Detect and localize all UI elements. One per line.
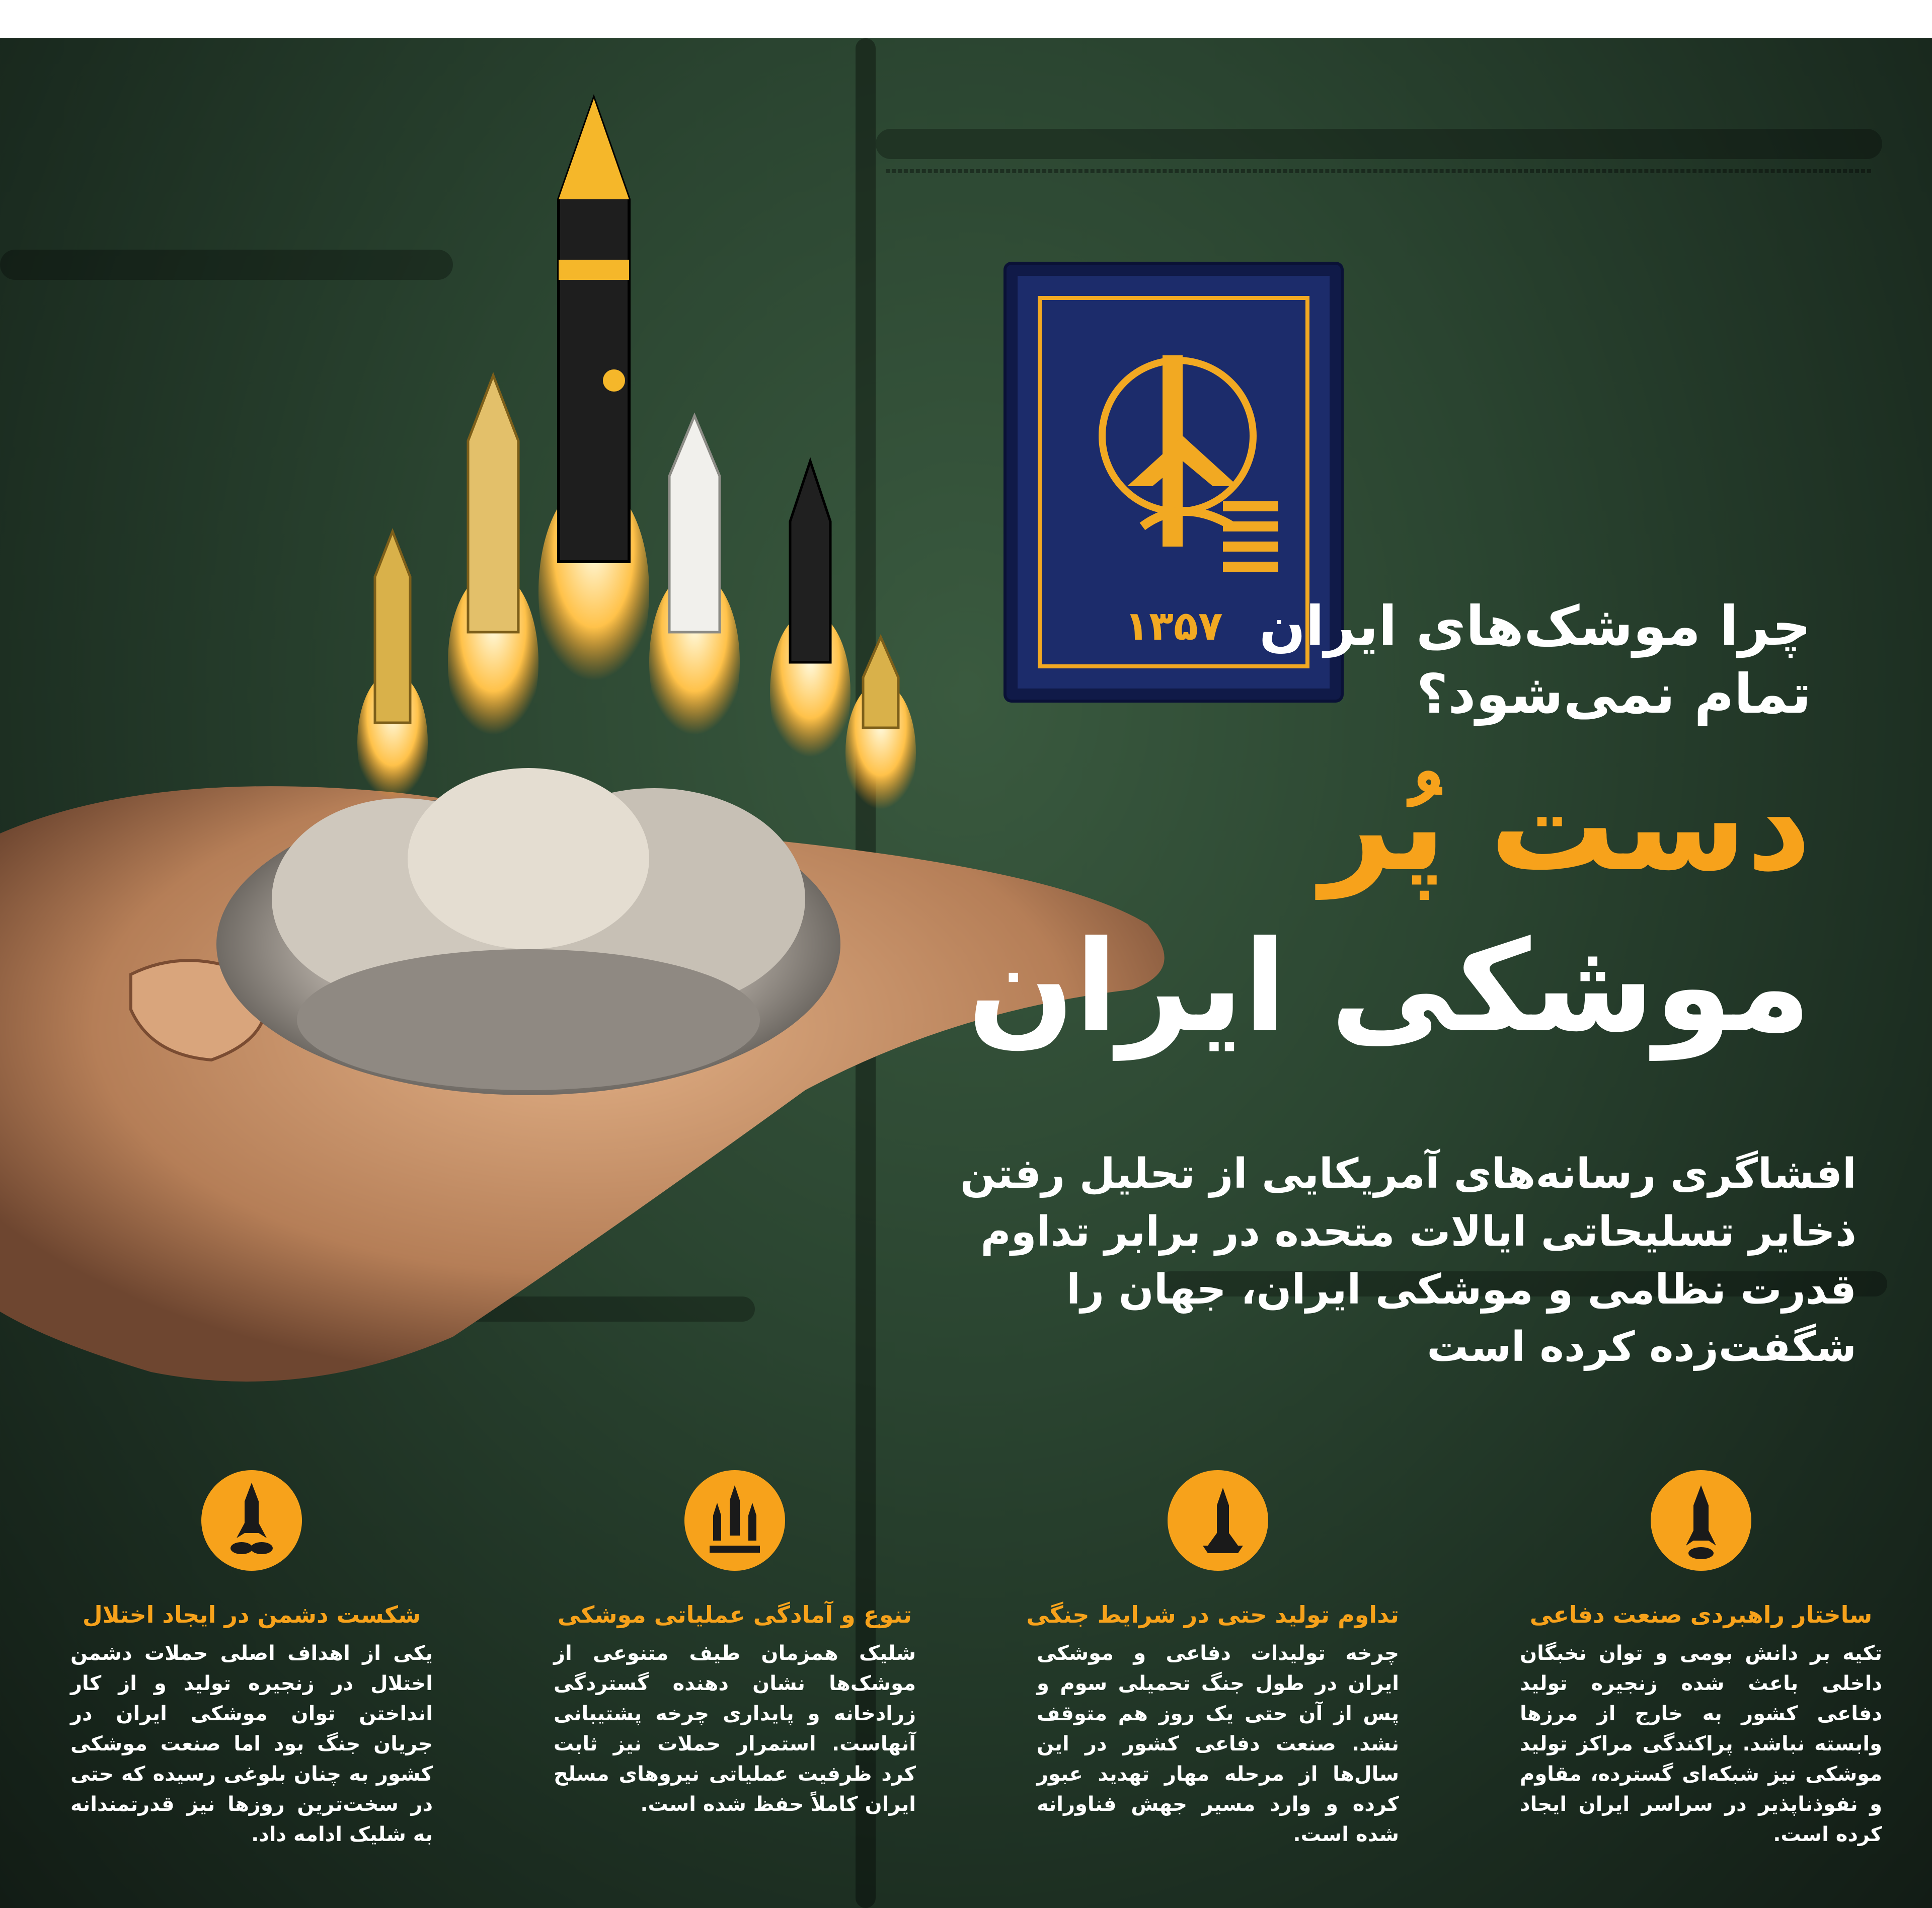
column-title: تداوم تولید حتی در شرایط جنگی xyxy=(1026,1601,1399,1628)
column-title: ساختار راهبردی صنعت دفاعی xyxy=(1529,1601,1873,1628)
headline-line-2: موشکی ایران xyxy=(967,913,1811,1060)
pocket-flap-seam xyxy=(876,129,1882,159)
lede-paragraph: افشاگری رسانه‌های آمریکایی از تحلیل رفتن ذخایر تسلیحاتی ایالات متحده در برابر تداوم قدرت نظامی و موشکی ایران، جهان را شگفت‌زده کرده است xyxy=(960,1150,1857,1371)
multiple-missiles-icon xyxy=(684,1470,785,1571)
column-body: شلیک همزمان طیف متنوعی از موشک‌ها نشان دهنده گستردگی زرادخانه و پایداری چرخه پشتیبانی آنهاست. استمرار حملات نیز ثابت کرد ظرفیت عملیاتی نیروهای مسلح ایران کاملاً حفظ شده است. xyxy=(554,1642,916,1816)
single-missile-icon xyxy=(1651,1470,1751,1571)
column-operational-readiness xyxy=(554,1470,916,1819)
column-body: تکیه بر دانش بومی و توان نخبگان داخلی باعث شده زنجیره تولید دفاعی کشور به خارج از مرزها وابسته نباشد. پراکندگی مراکز تولید موشکی نیز شبکه‌ای گسترده، مقاوم و نفوذناپذیر در سراسر ایران ایجاد کرده است. xyxy=(1520,1642,1882,1846)
missiles-illustration xyxy=(302,68,956,823)
headline-line-1: دست پُر xyxy=(1320,752,1811,899)
rocket-launch-icon xyxy=(201,1470,302,1571)
column-title: تنوع و آمادگی عملیاتی موشکی xyxy=(557,1601,912,1628)
question-line-2: تمام نمی‌شود؟ xyxy=(1416,663,1811,726)
column-wartime-production xyxy=(1026,1470,1399,1850)
column-enemy-failure xyxy=(70,1470,433,1850)
column-title: شکست دشمن در ایجاد اختلال xyxy=(82,1601,421,1628)
column-body: چرخه تولیدات دفاعی و موشکی ایران در طول جنگ تحمیلی سوم و پس از آن حتی یک روز هم متوقف نشد. صنعت دفاعی کشور در این سال‌ها از مرحله مهار تهدید عبور کرده و وارد مسیر جهش فناورانه شده است. xyxy=(1037,1642,1399,1846)
question-line-1: چرا موشک‌های ایران xyxy=(1259,595,1811,658)
poster xyxy=(0,38,1932,1908)
column-defense-structure xyxy=(1520,1470,1882,1850)
patch-year: ۱۳۵۷ xyxy=(1124,602,1223,649)
missile-launch-icon xyxy=(1168,1470,1268,1571)
column-body: یکی از اهداف اصلی حملات دشمن اختلال در زنجیره تولید و از کار انداختن توان موشکی ایران در جریان جنگ بود اما صنعت موشکی کشور به چنان بلوغی رسیده که حتی در سخت‌ترین روزها نیز قدرتمندانه به شلیک ادامه داد. xyxy=(70,1642,433,1846)
irgc-emblem-icon xyxy=(1082,335,1293,597)
pocket-stitching xyxy=(886,169,1871,173)
